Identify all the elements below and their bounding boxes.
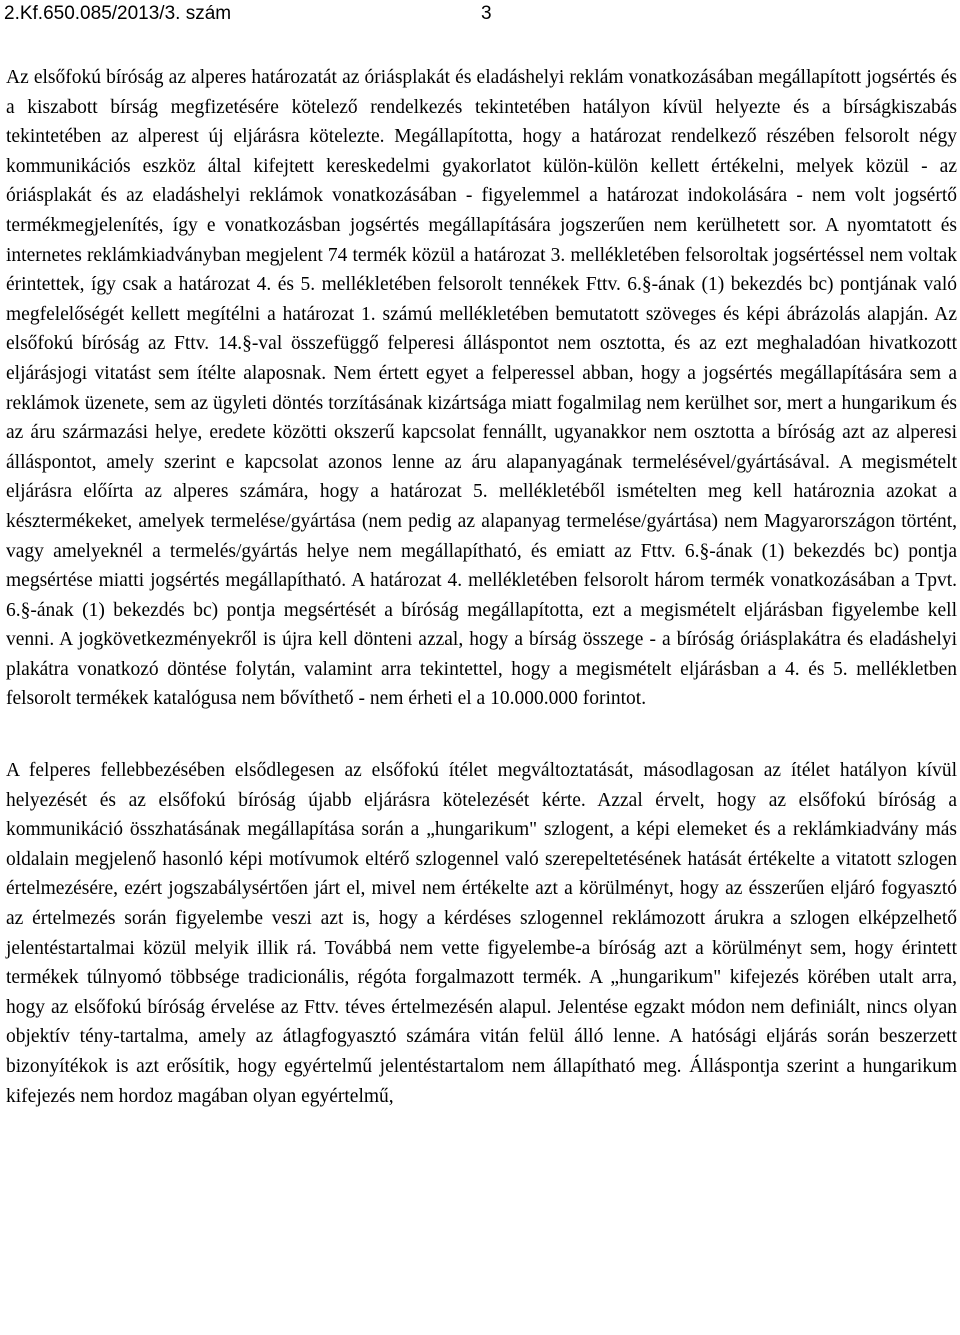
paragraph-plaintiff-appeal: A felperes fellebbezésében elsődlegesen az elsőfokú ítélet megváltoztatását, másodlagosan az ítélet hatályon kívül helyezését és az elsőfokú bíróság újabb eljárásra kötelezését kérte. Azzal érvelt, hogy az elsőfokú bíróság a kommunikáció összhatásának megállapítása során a „hungarikum" szlogent, a képi elemeket és a reklámkiadvány más oldalain megjelenő hasonló képi motívumok eltérő szlogennel való szerepeltetésének hatását értékelte a vitatott szlogen értelmezésére, ezért jogszabálysértően járt el, mivel nem értékelte azt a körülményt, hogy az ésszerűen eljáró fogyasztó az értelmezés során figyelembe veszi azt is, hogy a kérdéses szlogennel reklámozott árukra a szlogen elképzelhető jelentéstartalmai közül melyik illik rá. Továbbá nem vette figyelembe-a bíróság azt a körülményt sem, hogy érintett termékek túlnyomó többsége tradicionális, régóta forgalmazott termék. A „hungarikum" kifejezés körében utalt arra, hogy az elsőfokú bíróság érvelése az Fttv. téves értelmezésén alapul. Jelentése egzakt módon nem definiált, nincs olyan objektív tény-tartalma, amely az átlagfogyasztó számára vitán felül álló lenne. A hatósági eljárás során beszerzett bizonyítékok is azt erősítik, hogy egyértelmű jelentéstartalom nem állapítható meg. Álláspontja szerint a hungarikum kifejezés nem hordoz magában olyan egyértelmű, bbox=[6, 760, 957, 1107]
case-number: 2.Kf.650.085/2013/3. szám bbox=[4, 3, 232, 24]
page-header bbox=[4, 2, 956, 26]
document-body bbox=[6, 63, 957, 1111]
paragraph-spacer bbox=[6, 714, 957, 756]
paragraph-first-instance-ruling: Az elsőfokú bíróság az alperes határozatát az óriásplakát és eladáshelyi reklám vonatkozásában megállapított jogsértés és a kiszabott bírság megfizetésére kötelező rendelkezés tekintetében hatályon kívül helyezte és a bírságkiszabás tekintetében az alperest új eljárásra kötelezte. Megállapította, hogy a határozat rendelkező részében felsorolt négy kommunikációs eszköz által kifejtett kereskedelmi gyakorlatot külön-külön kellett értékelni, melyek közül - az óriásplakát és az eladáshelyi reklámok vonatkozásában - figyelemmel a határozat indokolására - nem volt jogsértő termékmegjelenítés, így e vonatkozásban jogsértés megállapítására jogszerűen nem kerülhetett sor. A nyomtatott és internetes reklámkiadványban megjelent 74 termék közül a határozat 3. mellékletében felsoroltak jogsértéssel nem voltak érintettek, így csak a határozat 4. és 5. mellékletében felsorolt tennékek Fttv. 6.§-ának (1) bekezdés bc) pontjának való megfelelőségét kellett megítélni a határozat 1. számú mellékletében bemutatott szöveges és képi ábrázolás alapján. Az elsőfokú bíróság az Fttv. 14.§-val összefüggő felperesi álláspontot nem osztotta, és az ezt meghaladóan hivatkozott eljárásjogi vitatást sem ítélte alaposnak. Nem értett egyet a felperessel abban, hogy a jogsértés megállapítására sem a reklámok üzenete, sem az ügyleti döntés torzításának kizártsága miatt fogalmilag nem kerülhet sor, mert a hungarikum és az áru származási helye, eredete közötti okszerű kapcsolat fennállt, ugyanakkor nem osztotta a bíróság azt az alperesi álláspontot, amely szerint e kapcsolat azonos lenne az áru alapanyagának termelésével/gyártásával. A megismételt eljárásra előírta az alperes számára, hogy a határozat 5. mellékletéből ismételten meg kell határoznia azokat a késztermékeket, amelyek termelése/gyártása (nem pedig az alapanyag termelése/gyártása) nem Magyarországon történt, vagy amelyeknél a termelés/gyártás helye nem megállapítható, és emiatt az Fttv. 6.§-ának (1) bekezdés bc) pontja megsértése miatti jogsértés megállapítható. A határozat 4. mellékletében felsorolt három termék vonatkozásában a Tpvt. 6.§-ának (1) bekezdés bc) pontja megsértését a bíróság megállapította, ezt a megismételt eljárásban figyelembe kell venni. A jogkövetkezményekről is újra kell dönteni azzal, hogy a bírság összege - a bíróság óriásplakátra és eladáshelyi plakátra vonatkozó döntése folytán, valamint arra tekintettel, hogy a megismételt eljárásban a 4. és 5. mellékletben felsorolt termékek katalógusa nem bővíthető - nem érheti el a 10.000.000 forintot. bbox=[6, 67, 957, 710]
page-number: 3 bbox=[481, 3, 492, 24]
